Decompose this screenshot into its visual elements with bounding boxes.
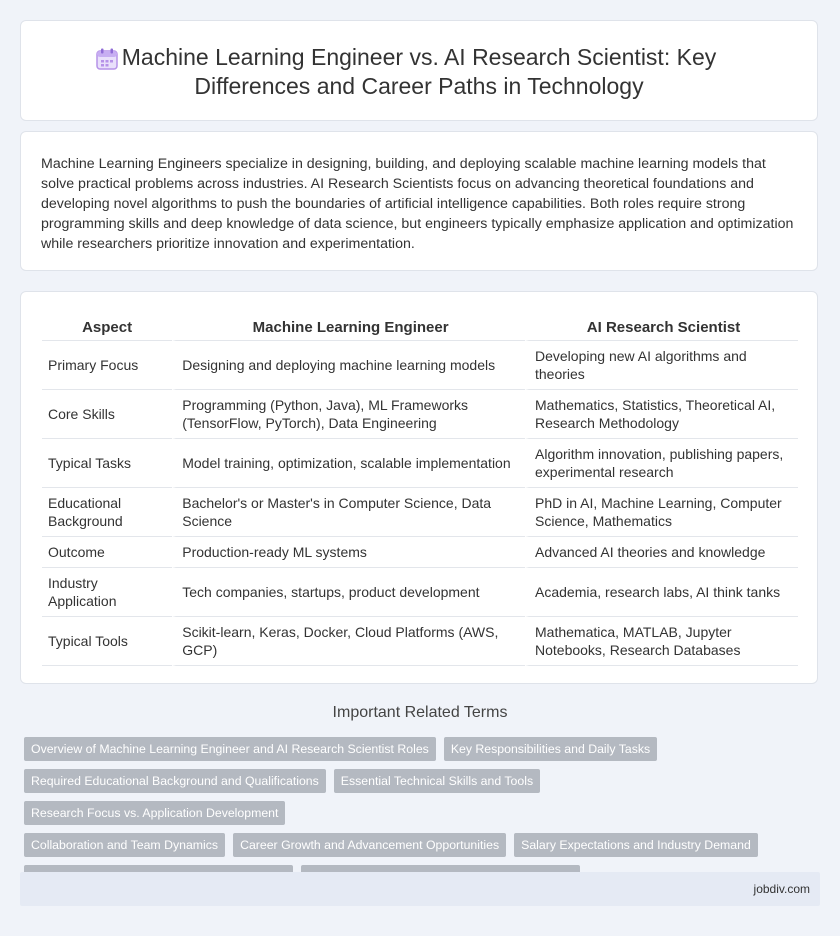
cell-ai-scientist: Mathematica, MATLAB, Jupyter Notebooks, Research Databases	[525, 617, 798, 666]
header-ml-engineer: Machine Learning Engineer	[172, 314, 525, 341]
table-row	[42, 439, 798, 488]
cell-ml-engineer: Designing and deploying machine learning models	[172, 341, 525, 390]
cell-ml-engineer: Model training, optimization, scalable implementation	[172, 439, 525, 488]
table-row	[42, 568, 798, 617]
cell-ml-engineer: Scikit-learn, Keras, Docker, Cloud Platforms (AWS, GCP)	[172, 617, 525, 666]
related-term-tag[interactable]: Essential Technical Skills and Tools	[334, 769, 540, 793]
related-term-tag[interactable]: Career Growth and Advancement Opportunities	[233, 833, 506, 857]
cell-ai-scientist: Algorithm innovation, publishing papers, experimental research	[525, 439, 798, 488]
cell-ai-scientist: Advanced AI theories and knowledge	[525, 537, 798, 568]
footer-site-link[interactable]: jobdiv.com	[753, 882, 810, 896]
header-aspect: Aspect	[42, 314, 172, 341]
cell-ml-engineer: Bachelor's or Master's in Computer Science, Data Science	[172, 488, 525, 537]
intro-card	[20, 131, 818, 271]
cell-aspect: Typical Tools	[42, 617, 172, 666]
cell-aspect: Primary Focus	[42, 341, 172, 390]
header-ai-scientist: AI Research Scientist	[525, 314, 798, 341]
cell-ai-scientist: Mathematics, Statistics, Theoretical AI, Research Methodology	[525, 390, 798, 439]
related-term-tag[interactable]: Key Responsibilities and Daily Tasks	[444, 737, 657, 761]
comparison-table	[42, 314, 798, 666]
cell-aspect: Educational Background	[42, 488, 172, 537]
table-row	[42, 488, 798, 537]
title-card	[20, 20, 818, 121]
cell-ai-scientist: PhD in AI, Machine Learning, Computer Science, Mathematics	[525, 488, 798, 537]
table-row	[42, 537, 798, 568]
related-terms-title: Important Related Terms	[332, 704, 508, 721]
table-row	[42, 341, 798, 390]
table-header-row	[42, 314, 798, 341]
cell-ml-engineer: Programming (Python, Java), ML Frameworks (TensorFlow, PyTorch), Data Engineering	[172, 390, 525, 439]
related-term-tag[interactable]: Research Focus vs. Application Development	[24, 801, 285, 825]
cell-aspect: Industry Application	[42, 568, 172, 617]
footer	[20, 872, 820, 906]
cell-aspect: Typical Tasks	[42, 439, 172, 488]
cell-aspect: Core Skills	[42, 390, 172, 439]
cell-ai-scientist: Academia, research labs, AI think tanks	[525, 568, 798, 617]
comparison-card	[20, 291, 818, 684]
related-term-tag[interactable]: Salary Expectations and Industry Demand	[514, 833, 758, 857]
intro-paragraph: Machine Learning Engineers specialize in designing, building, and deploying scalable machine learning models that solve practical problems across industries. AI Research Scientists focus on advancing theoretical foundations and developing novel algorithms to push the boundaries of artificial intelligence capabilities. Both roles require strong programming skills and deep knowledge of data science, but engineers typically emphasize application and optimization while researchers prioritize innovation and experimentation.	[41, 156, 794, 252]
related-term-tag[interactable]: Overview of Machine Learning Engineer and AI Research Scientist Roles	[24, 737, 436, 761]
cell-aspect: Outcome	[42, 537, 172, 568]
related-term-tag[interactable]: Required Educational Background and Qualifications	[24, 769, 326, 793]
page-title: Machine Learning Engineer vs. AI Research Scientist: Key Differences and Career Paths in Technology	[121, 44, 717, 99]
cell-ml-engineer: Production-ready ML systems	[172, 537, 525, 568]
table-row	[42, 390, 798, 439]
table-row	[42, 617, 798, 666]
cell-ai-scientist: Developing new AI algorithms and theories	[525, 341, 798, 390]
cell-ml-engineer: Tech companies, startups, product development	[172, 568, 525, 617]
related-term-tag[interactable]: Collaboration and Team Dynamics	[24, 833, 225, 857]
